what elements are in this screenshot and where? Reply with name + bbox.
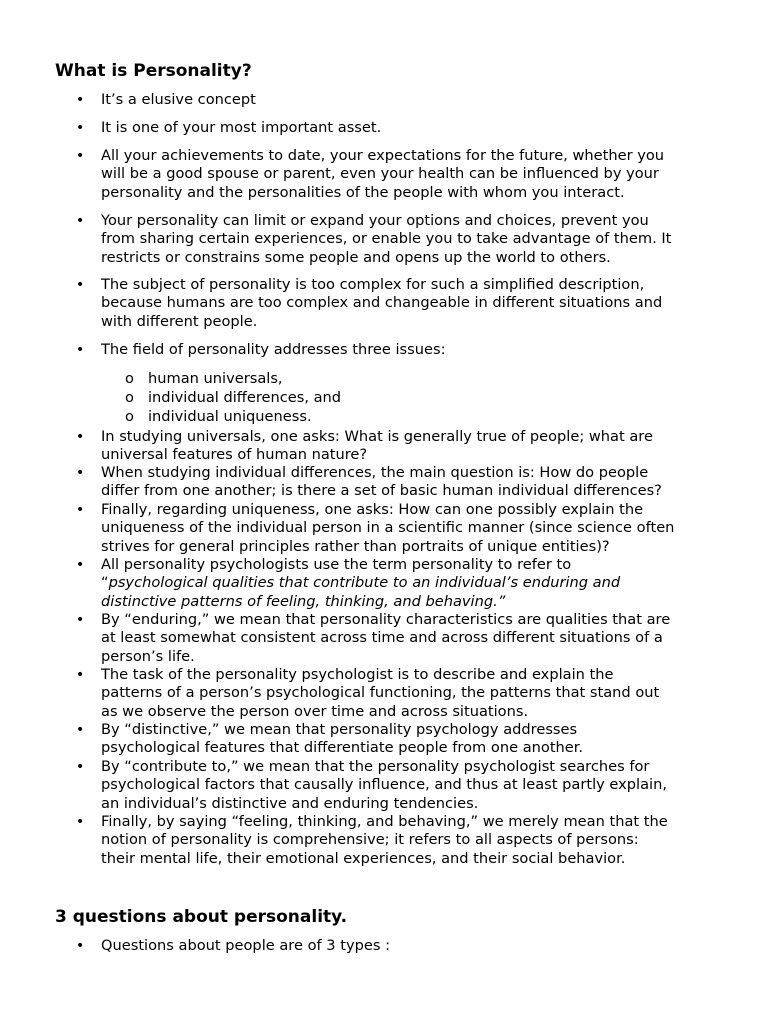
text-line: restricts or constrains some people and opens up the world to others. bbox=[101, 248, 611, 266]
list-item-text bbox=[101, 428, 716, 465]
list-item-text bbox=[101, 341, 716, 359]
heading-what-is-personality: What is Personality? bbox=[55, 61, 252, 81]
list-item bbox=[76, 147, 716, 202]
text-line: It’s a elusive concept bbox=[101, 91, 256, 108]
list-item-text bbox=[101, 91, 716, 109]
text-line: It is one of your most important asset. bbox=[101, 119, 382, 136]
text-line: because humans are too complex and changeable in different situations and bbox=[101, 294, 663, 312]
sub-bullet-marker: o bbox=[125, 408, 134, 425]
list-item bbox=[76, 937, 716, 955]
text-line: All your achievements to date, your expectations for the future, whether you bbox=[101, 147, 665, 164]
list-item bbox=[76, 813, 716, 868]
text-line: uniqueness of the individual person in a scientific manner (since science often bbox=[101, 519, 675, 537]
bullet-marker: • bbox=[76, 277, 85, 293]
list-item bbox=[76, 464, 716, 501]
text-line: universal features of human nature? bbox=[101, 446, 368, 464]
sub-list-item-text: individual differences, and bbox=[148, 389, 342, 406]
list-item bbox=[76, 276, 716, 331]
list-item bbox=[76, 501, 716, 556]
list-item bbox=[76, 212, 716, 267]
list-item-text bbox=[101, 119, 716, 137]
bullet-marker: • bbox=[76, 148, 85, 164]
bullet-marker: • bbox=[76, 938, 85, 954]
list-item-text bbox=[101, 464, 716, 501]
text-line: “psychological qualities that contribute to an individual’s enduring and bbox=[101, 574, 621, 592]
list-item bbox=[76, 119, 716, 137]
sub-bullet-marker: o bbox=[125, 370, 134, 387]
text-line: patterns of a person’s psychological functioning, the patterns that stand out bbox=[101, 684, 660, 702]
text-line: Your personality can limit or expand your options and choices, prevent you bbox=[101, 212, 649, 229]
text-line: their mental life, their emotional experiences, and their social behavior. bbox=[101, 849, 626, 867]
list-item-text bbox=[101, 556, 716, 611]
list-item bbox=[76, 666, 716, 721]
list-item bbox=[76, 758, 716, 813]
list-item-text bbox=[101, 813, 716, 868]
list-item bbox=[76, 721, 716, 758]
bullet-marker: • bbox=[76, 557, 85, 573]
text-line: from sharing certain experiences, or enable you to take advantage of them. It bbox=[101, 230, 672, 248]
text-line: In studying universals, one asks: What is generally true of people; what are bbox=[101, 428, 653, 445]
text-line: The task of the personality psychologist is to describe and explain the bbox=[101, 666, 614, 683]
bullet-marker: • bbox=[76, 759, 85, 775]
text-line: Finally, by saying “feeling, thinking, and behaving,” we merely mean that the bbox=[101, 813, 668, 830]
text-line: Questions about people are of 3 types : bbox=[101, 937, 390, 954]
list-item-text bbox=[101, 611, 716, 666]
list-item-text bbox=[101, 147, 716, 202]
list-item-text bbox=[101, 501, 716, 556]
list-item-text bbox=[101, 937, 716, 955]
text-line: Finally, regarding uniqueness, one asks: How can one possibly explain the bbox=[101, 501, 644, 518]
text-line: psychological factors that causally influence, and thus at least partly explain, bbox=[101, 776, 667, 794]
text-line: distinctive patterns of feeling, thinking, and behaving.” bbox=[101, 592, 506, 610]
list-item bbox=[76, 91, 716, 109]
bullet-marker: • bbox=[76, 722, 85, 738]
bullet-marker: • bbox=[76, 814, 85, 830]
bullet-marker: • bbox=[76, 465, 85, 481]
bullet-marker: • bbox=[76, 502, 85, 518]
text-line: as we observe the person over time and across situations. bbox=[101, 702, 529, 720]
list-item-text bbox=[101, 721, 716, 758]
list-item-text bbox=[101, 666, 716, 721]
text-line: notion of personality is comprehensive; it refers to all aspects of persons: bbox=[101, 831, 639, 849]
list-item bbox=[76, 556, 716, 611]
text-line: By “enduring,” we mean that personality characteristics are qualities that are bbox=[101, 611, 671, 628]
text-line: The field of personality addresses three issues: bbox=[101, 341, 446, 358]
bullet-marker: • bbox=[76, 612, 85, 628]
list-item bbox=[76, 428, 716, 465]
heading-3-questions: 3 questions about personality. bbox=[55, 907, 348, 927]
sub-list-item bbox=[125, 369, 283, 388]
text-line: personality and the personalities of the people with whom you interact. bbox=[101, 183, 625, 201]
list-item-text bbox=[101, 276, 716, 331]
list-item bbox=[76, 341, 716, 359]
bullet-marker: • bbox=[76, 342, 85, 358]
text-line: By “contribute to,” we mean that the personality psychologist searches for bbox=[101, 758, 650, 775]
text-line: at least somewhat consistent across time and across different situations of a bbox=[101, 629, 663, 647]
sub-list-item bbox=[125, 407, 312, 426]
text-line: strives for general principles rather than portraits of unique entities)? bbox=[101, 537, 610, 555]
bullet-marker: • bbox=[76, 429, 85, 445]
text-line: The subject of personality is too complex for such a simplified description, bbox=[101, 276, 645, 293]
text-line: psychological features that differentiate people from one another. bbox=[101, 739, 584, 757]
bullet-marker: • bbox=[76, 213, 85, 229]
list-item-text bbox=[101, 212, 716, 267]
text-line: differ from one another; is there a set of basic human individual differences? bbox=[101, 482, 662, 500]
sub-list-item-text: human universals, bbox=[148, 370, 283, 387]
text-line: By “distinctive,” we mean that personality psychology addresses bbox=[101, 721, 578, 738]
bullet-marker: • bbox=[76, 667, 85, 683]
sub-list-item bbox=[125, 388, 341, 407]
bullet-marker: • bbox=[76, 120, 85, 136]
text-line: All personality psychologists use the term personality to refer to bbox=[101, 556, 572, 573]
text-line: will be a good spouse or parent, even your health can be influenced by your bbox=[101, 165, 659, 183]
list-item bbox=[76, 611, 716, 666]
text-line: When studying individual differences, the main question is: How do people bbox=[101, 464, 649, 481]
bullet-marker: • bbox=[76, 92, 85, 108]
text-line: with different people. bbox=[101, 312, 258, 330]
text-line: person’s life. bbox=[101, 647, 195, 665]
sub-bullet-marker: o bbox=[125, 389, 134, 406]
list-item-text bbox=[101, 758, 716, 813]
text-line: an individual’s distinctive and enduring tendencies. bbox=[101, 794, 479, 812]
sub-list-item-text: individual uniqueness. bbox=[148, 408, 312, 425]
